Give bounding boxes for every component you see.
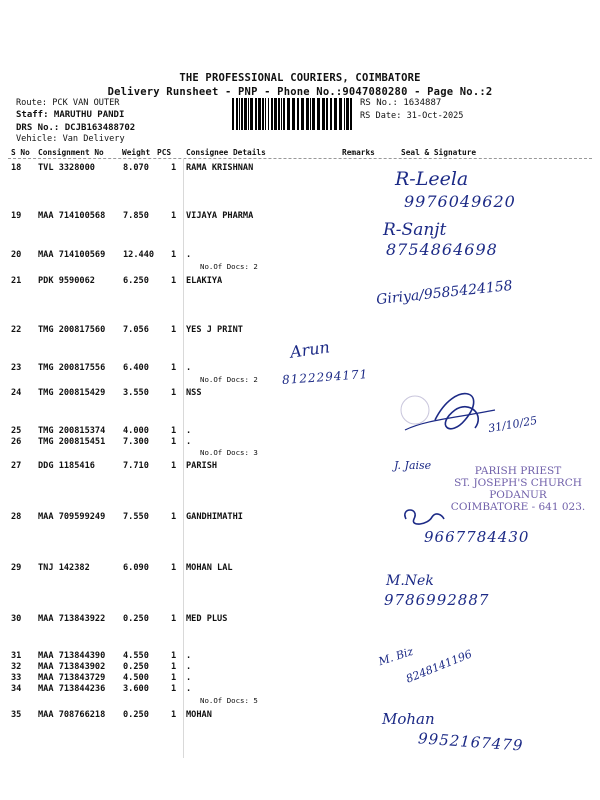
barcode-bar xyxy=(344,98,345,130)
row-weight: 0.250 xyxy=(123,710,149,720)
barcode-bar xyxy=(306,98,309,130)
signature-18: R-Leela xyxy=(395,168,469,190)
stamp-line-2: ST. JOSEPH'S CHURCH xyxy=(454,477,582,489)
row-sno: 34 xyxy=(11,684,22,694)
row-consignment: MAA 713844390 xyxy=(38,651,106,661)
row-consignment: MAA 713843922 xyxy=(38,614,106,624)
row-pcs: 1 xyxy=(171,363,177,373)
row-sno: 29 xyxy=(11,563,22,573)
row-sno: 22 xyxy=(11,325,22,335)
row-pcs: 1 xyxy=(171,437,177,447)
barcode-bar xyxy=(255,98,257,130)
row-sno: 25 xyxy=(11,426,22,436)
row-sno: 35 xyxy=(11,710,22,720)
row-consignment: MAA 708766218 xyxy=(38,710,106,720)
drs-label: DRS No.: DCJB163488702 xyxy=(16,123,136,133)
col-seal: Seal & Signature xyxy=(401,148,477,157)
barcode-bar xyxy=(283,98,285,130)
rs-date: RS Date: 31-Oct-2025 xyxy=(360,111,464,121)
phone-18: 9976049620 xyxy=(404,192,516,211)
barcode-bar xyxy=(334,98,337,130)
row-sno: 30 xyxy=(11,614,22,624)
barcode-bar xyxy=(317,98,320,130)
stamp-line-1: PARISH PRIEST xyxy=(474,465,562,477)
row-consignee: . xyxy=(186,651,192,661)
row-pcs: 1 xyxy=(171,426,177,436)
row-pcs: 1 xyxy=(171,563,177,573)
barcode-bar xyxy=(258,98,261,130)
row-consignee: RAMA KRISHNAN xyxy=(186,163,254,173)
barcode-bar xyxy=(265,98,266,130)
row-weight: 3.550 xyxy=(123,388,149,398)
row-consignee: . xyxy=(186,437,192,447)
route-label: Route: PCK VAN OUTER xyxy=(16,98,120,108)
row-consignee: VIJAYA PHARMA xyxy=(186,211,254,221)
row-pcs: 1 xyxy=(171,614,177,624)
row-pcs: 1 xyxy=(171,651,177,661)
row-weight: 3.600 xyxy=(123,684,149,694)
barcode-bar xyxy=(232,98,234,130)
row-weight: 6.090 xyxy=(123,563,149,573)
signature-21: Giriya/9585424158 xyxy=(375,277,514,309)
row-consignee: PARISH xyxy=(186,461,218,471)
row-consignee: . xyxy=(186,673,192,683)
row-weight: 0.250 xyxy=(123,662,149,672)
row-weight: 7.300 xyxy=(123,437,149,447)
row-consignment: DDG 1185416 xyxy=(38,461,95,471)
row-sno: 24 xyxy=(11,388,22,398)
row-consignment: TMG 200817560 xyxy=(38,325,106,335)
col-sno: S No xyxy=(11,148,30,157)
row-pcs: 1 xyxy=(171,673,177,683)
docs-note-23: No.Of Docs: 2 xyxy=(200,375,258,384)
row-sno: 19 xyxy=(11,211,22,221)
barcode-bar xyxy=(236,98,238,130)
row-consignment: MAA 714100569 xyxy=(38,250,106,260)
signature-24-scribble xyxy=(395,380,505,450)
barcode-bar xyxy=(268,98,269,130)
phone-29: 9786992887 xyxy=(384,591,490,609)
consignee-divider xyxy=(183,158,184,758)
signature-35: Mohan xyxy=(382,710,435,728)
docs-note-20: No.Of Docs: 2 xyxy=(200,262,258,271)
row-weight: 7.550 xyxy=(123,512,149,522)
row-consignment: TMG 200817556 xyxy=(38,363,106,373)
row-pcs: 1 xyxy=(171,325,177,335)
row-weight: 12.440 xyxy=(123,250,155,260)
row-consignment: TVL 3328000 xyxy=(38,163,95,173)
row-consignee: ELAKIYA xyxy=(186,276,223,286)
phone-35: 9952167479 xyxy=(417,729,524,755)
barcode-bar xyxy=(278,98,280,130)
barcode-bar xyxy=(274,98,277,130)
row-consignee: MED PLUS xyxy=(186,614,228,624)
row-consignee: MOHAN xyxy=(186,710,212,720)
barcode-bar xyxy=(281,98,282,130)
row-pcs: 1 xyxy=(171,163,177,173)
row-consignee: GANDHIMATHI xyxy=(186,512,243,522)
signature-31: M. Biz xyxy=(376,644,415,669)
vehicle-label: Vehicle: Van Delivery xyxy=(16,134,125,144)
signature-28-scribble xyxy=(398,505,448,529)
stamp-line-4: COIMBATORE - 641 023. xyxy=(450,501,586,513)
row-weight: 4.000 xyxy=(123,426,149,436)
row-sno: 32 xyxy=(11,662,22,672)
row-weight: 4.550 xyxy=(123,651,149,661)
col-consignee: Consignee Details xyxy=(186,148,266,157)
row-weight: 6.250 xyxy=(123,276,149,286)
signature-19: R-Sanjt xyxy=(383,220,447,240)
row-weight: 4.500 xyxy=(123,673,149,683)
barcode-bar xyxy=(301,98,304,130)
row-weight: 6.400 xyxy=(123,363,149,373)
row-weight: 7.710 xyxy=(123,461,149,471)
barcode-bar xyxy=(330,98,332,130)
row-pcs: 1 xyxy=(171,662,177,672)
stamp-line-3: PODANUR xyxy=(489,489,547,501)
row-consignment: MAA 709599249 xyxy=(38,512,106,522)
barcode-bar xyxy=(271,98,273,130)
barcode-bar xyxy=(292,98,295,130)
row-consignee: . xyxy=(186,363,192,373)
signature-29: M.Nek xyxy=(386,573,434,589)
docs-note-34: No.Of Docs: 5 xyxy=(200,696,258,705)
company-title: THE PROFESSIONAL COURIERS, COIMBATORE xyxy=(179,72,421,84)
row-consignment: MAA 713843729 xyxy=(38,673,106,683)
row-consignment: TMG 200815374 xyxy=(38,426,106,436)
barcode-bar xyxy=(350,98,352,130)
col-consignment: Consignment No xyxy=(38,148,104,157)
barcode-bar xyxy=(287,98,290,130)
barcode-bar xyxy=(339,98,342,130)
row-pcs: 1 xyxy=(171,684,177,694)
row-sno: 26 xyxy=(11,437,22,447)
date-24: 31/10/25 xyxy=(487,413,539,436)
row-consignment: TNJ 142382 xyxy=(38,563,90,573)
barcode-bar xyxy=(250,98,253,130)
row-consignee: NSS xyxy=(186,388,202,398)
row-sno: 27 xyxy=(11,461,22,471)
row-sno: 31 xyxy=(11,651,22,661)
row-consignee: YES J PRINT xyxy=(186,325,243,335)
row-consignee: . xyxy=(186,684,192,694)
row-sno: 33 xyxy=(11,673,22,683)
row-weight: 0.250 xyxy=(123,614,149,624)
row-consignee: . xyxy=(186,426,192,436)
phone-28: 9667784430 xyxy=(424,528,530,546)
row-consignment: TMG 200815451 xyxy=(38,437,106,447)
header-divider xyxy=(8,158,592,159)
row-weight: 7.056 xyxy=(123,325,149,335)
barcode-bar xyxy=(241,98,243,130)
row-weight: 7.850 xyxy=(123,211,149,221)
barcode-bar xyxy=(312,98,315,130)
row-sno: 20 xyxy=(11,250,22,260)
row-consignment: PDK 9590062 xyxy=(38,276,95,286)
row-pcs: 1 xyxy=(171,461,177,471)
row-pcs: 1 xyxy=(171,250,177,260)
row-pcs: 1 xyxy=(171,211,177,221)
barcode-bar xyxy=(262,98,264,130)
signature-27: J. Jaise xyxy=(394,459,432,472)
col-pcs: PCS xyxy=(157,148,172,157)
row-consignment: MAA 714100568 xyxy=(38,211,106,221)
barcode-bar xyxy=(346,98,349,130)
row-pcs: 1 xyxy=(171,710,177,720)
row-consignment: MAA 713844236 xyxy=(38,684,106,694)
row-consignee: . xyxy=(186,250,192,260)
barcode xyxy=(232,98,354,130)
row-pcs: 1 xyxy=(171,388,177,398)
row-sno: 23 xyxy=(11,363,22,373)
signature-23: Arun xyxy=(288,337,331,362)
phone-19: 8754864698 xyxy=(386,240,498,259)
col-weight: Weight xyxy=(122,148,151,157)
barcode-bar xyxy=(322,98,325,130)
phone-31: 8248141196 xyxy=(404,647,474,686)
row-sno: 21 xyxy=(11,276,22,286)
barcode-bar xyxy=(244,98,247,130)
barcode-bar xyxy=(297,98,299,130)
row-consignment: MAA 713843902 xyxy=(38,662,106,672)
row-consignee: MOHAN LAL xyxy=(186,563,233,573)
barcode-bar xyxy=(248,98,249,130)
docs-note-26: No.Of Docs: 3 xyxy=(200,448,258,457)
rs-number: RS No.: 1634887 xyxy=(360,98,442,108)
row-pcs: 1 xyxy=(171,512,177,522)
staff-label: Staff: MARUTHU PANDI xyxy=(16,110,125,120)
phone-23: 8122294171 xyxy=(281,367,369,387)
row-pcs: 1 xyxy=(171,276,177,286)
barcode-bar xyxy=(239,98,240,130)
runsheet-subtitle: Delivery Runsheet - PNP - Phone No.:9047080280 - Page No.:2 xyxy=(107,86,493,98)
row-sno: 18 xyxy=(11,163,22,173)
row-sno: 28 xyxy=(11,512,22,522)
col-remarks: Remarks xyxy=(342,148,375,157)
barcode-bar xyxy=(326,98,328,130)
row-weight: 8.070 xyxy=(123,163,149,173)
row-consignee: . xyxy=(186,662,192,672)
barcode-bar xyxy=(310,98,311,130)
church-stamp xyxy=(448,465,588,513)
row-consignment: TMG 200815429 xyxy=(38,388,106,398)
